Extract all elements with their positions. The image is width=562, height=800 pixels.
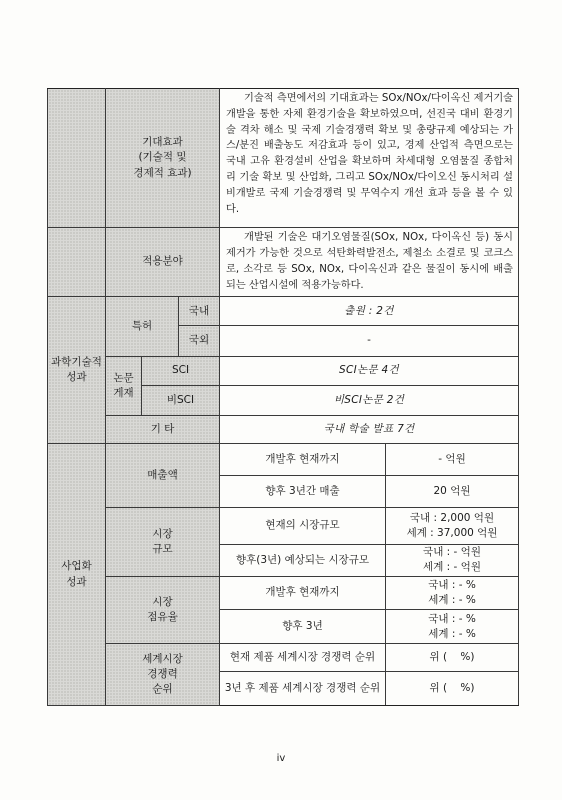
- comp-now-value: 위 ( %): [386, 644, 519, 671]
- sales-dev-label: 개발후 현재까지: [220, 444, 386, 475]
- application-label: 적용분야: [106, 228, 220, 297]
- patent-domestic-value: 출원 : 2건: [220, 297, 519, 326]
- effects-text: [220, 89, 519, 228]
- patent-label: 특허: [106, 297, 179, 357]
- application-text: [220, 228, 519, 297]
- market-now-value: 국내 : 2,000 억원 세계 : 37,000 억원: [386, 507, 519, 544]
- share-dev-label: 개발후 현재까지: [220, 576, 386, 609]
- business-outcomes-label: 사업화 성과: [48, 444, 106, 706]
- share-future-value: 국내 : - % 세계 : - %: [386, 610, 519, 644]
- patent-domestic-label: 국내: [179, 297, 220, 326]
- blank-header-cell: [48, 89, 106, 228]
- market-size-label: 시장 규모: [106, 507, 220, 576]
- market-future-label: 향후(3년) 예상되는 시장규모: [220, 545, 386, 577]
- market-share-label: 시장 점유율: [106, 576, 220, 644]
- nonsci-value: 비SCI논문 2건: [220, 385, 519, 415]
- application-text-content: 개발된 기술은 대기오염물질(SOx, NOx, 다이옥신 등) 동시제거가 가능한 것으로 석탄화력발전소, 제철소 소결로 및 코크스로, 소각로 등 SOx, NOx, 다이옥신과 같은 물질이 동시에 배출되는 산업시설에 적용가능하다.: [226, 232, 514, 291]
- science-outcomes-label: 과학기술적 성과: [48, 297, 106, 444]
- competitiveness-label: 세계시장 경쟁력 순위: [106, 644, 220, 706]
- comp-future-label: 3년 후 제품 세계시장 경쟁력 순위: [220, 671, 386, 705]
- nonsci-label: 비SCI: [142, 385, 220, 415]
- other-value: 국내 학술 발표 7건: [220, 416, 519, 444]
- page-number: iv: [276, 753, 286, 764]
- sales-future-label: 향후 3년간 매출: [220, 475, 386, 507]
- other-label: 기 타: [106, 416, 220, 444]
- sales-dev-value: - 억원: [386, 444, 519, 475]
- share-dev-value: 국내 : - % 세계 : - %: [386, 576, 519, 609]
- paper-label: 논문 게재: [106, 356, 142, 416]
- patent-foreign-value: -: [220, 326, 519, 356]
- sales-future-value: 20 억원: [386, 475, 519, 507]
- outcomes-table: [47, 88, 519, 706]
- sci-label: SCI: [142, 356, 220, 385]
- sales-label: 매출액: [106, 444, 220, 508]
- comp-now-label: 현재 제품 세계시장 경쟁력 순위: [220, 644, 386, 671]
- sci-value: SCI논문 4건: [220, 356, 519, 385]
- patent-foreign-label: 국외: [179, 326, 220, 356]
- effects-label: 기대효과 (기술적 및 경제적 효과): [106, 89, 220, 228]
- blank-header-cell: [48, 228, 106, 297]
- market-now-label: 현재의 시장규모: [220, 507, 386, 544]
- effects-text-content: 기술적 측면에서의 기대효과는 SOx/NOx/다이옥신 제거기술개발을 통한 자체 환경기술을 확보하였으며, 선진국 대비 환경기술 격차 해소 및 국제 기술경쟁력 확보 및 총량규제 예상되는 가스/분진 배출농도 저감효과 등이 있고, 경제 산업적 측면으로는 국내 고유 환경설비 산업을 확보하며 차세대형 오염물질 종합처리 기술 확보 및 산업화, 그리고 SOx/NOx/다이오신 동시처리 설비개발로 국제 기술경쟁력 및 무역수지 개선 효과 등을 볼 수 있다.: [226, 93, 514, 215]
- market-future-value: 국내 : - 억원 세계 : - 억원: [386, 545, 519, 577]
- share-future-label: 향후 3년: [220, 610, 386, 644]
- comp-future-value: 위 ( %): [386, 671, 519, 705]
